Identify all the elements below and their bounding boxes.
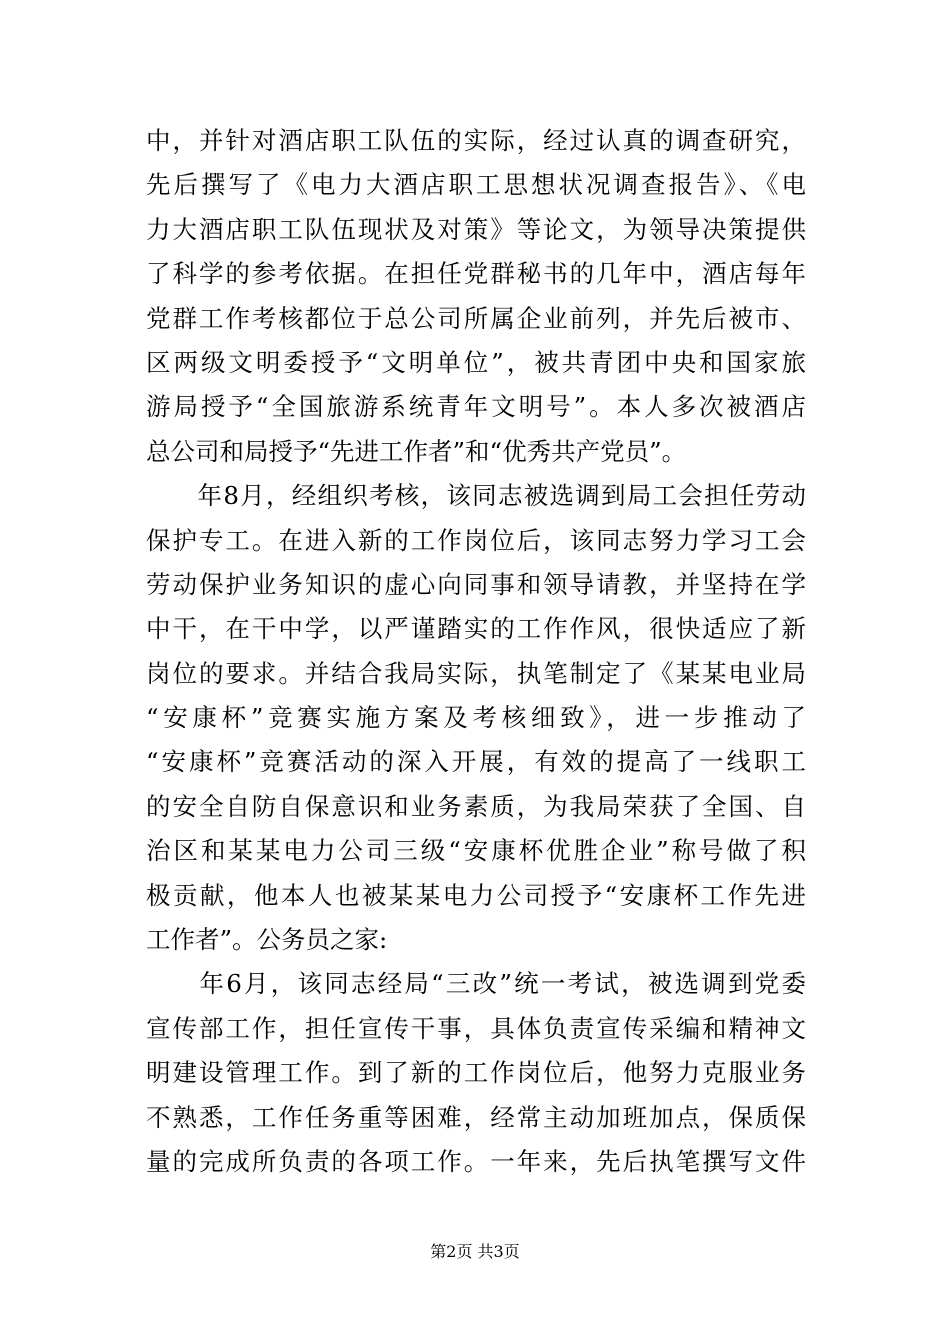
page-number-footer: 第2页 共3页 xyxy=(430,1242,520,1261)
text-line: “安康杯”竞赛活动的深入开展，有效的提高了一线职工 xyxy=(146,747,806,777)
text-line: 不熟悉，工作任务重等困难，经常主动加班加点，保质保 xyxy=(146,1102,806,1132)
text-line: 极贡献，他本人也被某某电力公司授予“安康杯工作先进 xyxy=(146,880,806,910)
text-line: 岗位的要求。并结合我局实际，执笔制定了《某某电业局 xyxy=(146,658,806,688)
text-line: 劳动保护业务知识的虚心向同事和领导请教，并坚持在学 xyxy=(146,569,806,599)
text-line: 年6月，该同志经局“三改”统一考试，被选调到党委 xyxy=(146,969,806,999)
text-line: 年8月，经组织考核，该同志被选调到局工会担任劳动 xyxy=(146,481,806,511)
text-line: “安康杯”竞赛实施方案及考核细致》，进一步推动了 xyxy=(146,703,806,733)
text-line: 治区和某某电力公司三级“安康杯优胜企业”称号做了积 xyxy=(146,836,806,866)
text-line: 区两级文明委授予“文明单位”，被共青团中央和国家旅 xyxy=(146,347,806,377)
text-line: 总公司和局授予“先进工作者”和“优秀共产党员”。 xyxy=(146,436,687,466)
text-line: 中干，在干中学，以严谨踏实的工作作风，很快适应了新 xyxy=(146,614,806,644)
text-line: 的安全自防自保意识和业务素质，为我局荣获了全国、自 xyxy=(146,791,806,821)
document-body xyxy=(146,119,806,1184)
text-line: 党群工作考核都位于总公司所属企业前列，并先后被市、 xyxy=(146,303,806,333)
text-line: 中，并针对酒店职工队伍的实际，经过认真的调查研究， xyxy=(146,126,806,155)
text-line: 先后撰写了《电力大酒店职工思想状况调查报告》、《电 xyxy=(146,170,806,200)
text-line: 宣传部工作，担任宣传干事，具体负责宣传采编和精神文 xyxy=(146,1013,806,1043)
text-line: 了科学的参考依据。在担任党群秘书的几年中，酒店每年 xyxy=(146,259,806,289)
text-line: 工作者”。公务员之家: xyxy=(146,925,388,955)
text-line: 量的完成所负责的各项工作。一年来，先后执笔撰写文件 xyxy=(146,1146,806,1176)
text-line: 保护专工。在进入新的工作岗位后，该同志努力学习工会 xyxy=(146,525,806,555)
text-line: 游局授予“全国旅游系统青年文明号”。本人多次被酒店 xyxy=(146,392,806,422)
text-line: 明建设管理工作。到了新的工作岗位后，他努力克服业务 xyxy=(146,1058,806,1088)
text-line: 力大酒店职工队伍现状及对策》等论文，为领导决策提供 xyxy=(146,214,806,244)
